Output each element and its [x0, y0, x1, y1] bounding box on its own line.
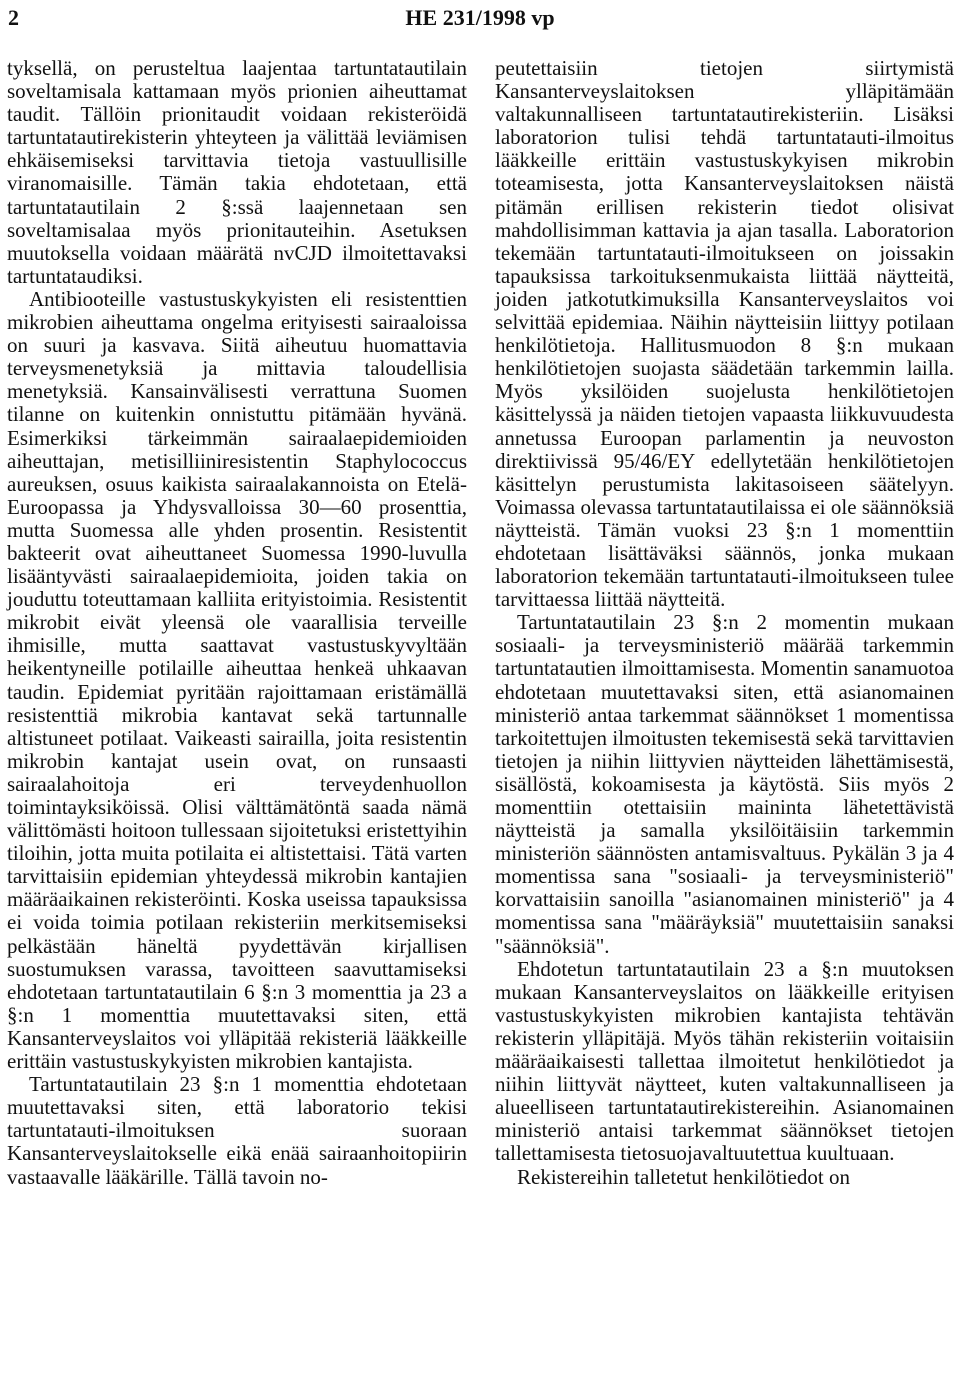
paragraph: Ehdotetun tartuntatautilain 23 a §:n muutoksen mukaan Kansanterveyslaitos on lääkkeille erityisen vastustuskykyisten mikrobien kantajista tehtävän rekisterin ylläpitäjä. Myös tähän rekisteriin voitaisiin määräaikaisesti tallettaa ilmoitetut henkilötiedot ja niihin liittyvät näytteet, kuten valtakunnalliseen ja alueelliseen tartuntatautirekistereihin. Asianomainen ministeriö antaisi tarkemmat säännökset tietojen tallettamisesta tietosuojavaltuutettua kuultuaan.	[495, 956, 954, 1166]
paragraph: Antibiooteille vastustuskykyisten eli resistenttien mikrobien aiheuttama ongelma erityisesti sairaaloissa on suuri ja kasvava. Siitä aiheutuu huomattavia terveysmenetyksiä ja mittavia taloudellisia menetyksiä. Kansainvälisesti verrattuna Suomen tilanne on kuitenkin onnistuttu pitämään hyvänä. Esimerkiksi tärkeimmän sairaalaepidemioiden aiheuttajan, metisilliiniresistentin Staphylococcus aureuksen, osuus kaikista sairaalakannoista on Etelä-Euroopassa ja Yhdysvalloissa 30—60 prosenttia, mutta Suomessa alle yhden prosentin. Resistentit bakteerit ovat aiheuttaneet Suomessa 1990-luvulla lisääntyvästi sairaalaepidemioita, joiden takia on jouduttu toteuttamaan kalliita erityistoimia. Resistentit mikrobit eivät yleensä ole vaarallisia terveille ihmisille, mutta saattavat vastustuskyvyltään heikentyneille potilaille aiheuttaa henkeä uhkaavan taudin. Epidemiat pyritään rajoittamaan eristämällä resistenttiä mikrobia kantavat sekä tartunnalle altistuneet potilaat. Vaikeasti sairailla, joita resistentin mikrobin kantajat usein ovat, on runsaasti sairaalahoitoja eri terveydenhuollon toimintayksiköissä. Olisi välttämätöntä saada nämä välittömästi hoitoon tullessaan sijoitetuksi eristettyihin tiloihin, jotta muita potilaita ei altistettaisi. Tätä varten tarvittaisiin epidemian yhteydessä mikrobin kantajien määräaikainen rekisteröinti. Koska useissa tapauksissa ei voida toimia potilaan rekisteriin merkitsemiseksi pelkästään häneltä pyydettävän kirjallisen suostumuksen varassa, tavoitteen saavuttamiseksi ehdotetaan tartuntatautilain 6 §:n 3 momenttia ja 23 a §:n 1 momenttia muutettavaksi siten, että Kansanterveyslaitos voi ylläpitää rekisteriä lääkkeille erittäin vastustuskykyisten mikrobien kantajista.	[7, 286, 467, 1074]
paragraph: Tartuntatautilain 23 §:n 2 momentin mukaan sosiaali- ja terveysministeriö määrää tarkemmin tartuntatautien ilmoittamisesta. Momentin sanamuotoa ehdotetaan muutettavaksi siten, että asianomainen ministeriö antaa tarkemmat säännökset 1 momentissa tarkoitettujen ilmoitusten tekemisestä sekä tarvittavien tietojen ja niihin liittyvien näytteiden lähettämisestä, sisällöstä, kokoamisesta ja käytöstä. Siis myös 2 momenttiin otettaisiin maininta lähetettävistä näytteistä ja samalla yksilöitäisiin tarkemmin ministeriön säännösten antamisvaltuus. Pykälän 3 ja 4 momentissa sana "sosiaali- ja terveysministeriö" korvattaisiin sanoilla "asianomainen ministeriö" ja 4 momentissa sana "määräyksiä" muutettaisiin sanaksi "säännöksiä".	[495, 610, 954, 958]
left-column	[7, 57, 467, 1189]
page-header	[0, 4, 960, 32]
document-id: HE 231/1998 vp	[405, 5, 555, 30]
paragraph: peutettaisiin tietojen siirtymistä Kansanterveyslaitoksen ylläpitämään valtakunnalliseen tartuntatautirekisteriin. Lisäksi laboratorion tulisi tehdä tartuntatauti-ilmoitus lääkkeille erittäin vastustuskykyisen mikrobin toteamisesta, jotta Kansanterveyslaitoksen näistä pitämän erillisen rekisterin tiedot olisivat mahdollisimman kattavia ja ajan tasalla. Laboratorion tekemään tartuntatauti-ilmoitukseen on joissakin tapauksissa tarkoituksenmukaista liittää näytteitä, joiden jatkotutkimuksilla Kansanterveyslaitos voi selvittää epidemiaa. Näihin näytteisiin liittyy potilaan henkilötietoja. Hallitusmuodon 8 §:n mukaan henkilötietojen suojasta säädetään tarkemmin lailla. Myös yksilöiden suojelusta henkilötietojen käsittelyssä ja näiden tietojen vapaasta liikkuvuudesta annetussa Euroopan parlamentin ja neuvoston direktiivissä 95/46/EY edellytetään henkilötietojen käsittelyn perustumista lakitasoiseen säätelyyn. Voimassa olevassa tartuntatautilaissa ei ole säännöksiä näytteistä. Tämän vuoksi 23 §:n 1 momenttiin ehdotetaan lisättäväksi säännös, jonka mukaan laboratorion tekemään tartuntatauti-ilmoitukseen tulee tarvittaessa liittää näytteitä.	[495, 56, 954, 612]
right-column	[495, 57, 954, 1189]
paragraph: tyksellä, on perusteltua laajentaa tartuntatautilain soveltamisala kattamaan myös prionien aiheuttamat taudit. Tällöin prionitaudit voidaan rekisteröidä tartuntatautirekisterin yhteyteen ja välittää leviämisen ehkäisemiseksi tarvittavia tietoja vastuullisille viranomaisille. Tämän takia ehdotetaan, että tartuntatautilain 2 §:ssä laajennetaan sen soveltamisalaa myös prionitauteihin. Asetuksen muutoksella voidaan määrätä nvCJD ilmoitettavaksi tartuntataudiksi.	[7, 56, 467, 288]
paragraph: Tartuntatautilain 23 §:n 1 momenttia ehdotetaan muutettavaksi siten, että laboratorio tekisi tartuntatauti-ilmoituksen suoraan Kansanterveyslaitokselle eikä enää sairaanhoitopiirin vastaavalle lääkärille. Tällä tavoin no-	[7, 1072, 467, 1189]
paragraph: Rekistereihin talletetut henkilötiedot on	[517, 1164, 851, 1189]
page-number: 2	[8, 5, 19, 30]
